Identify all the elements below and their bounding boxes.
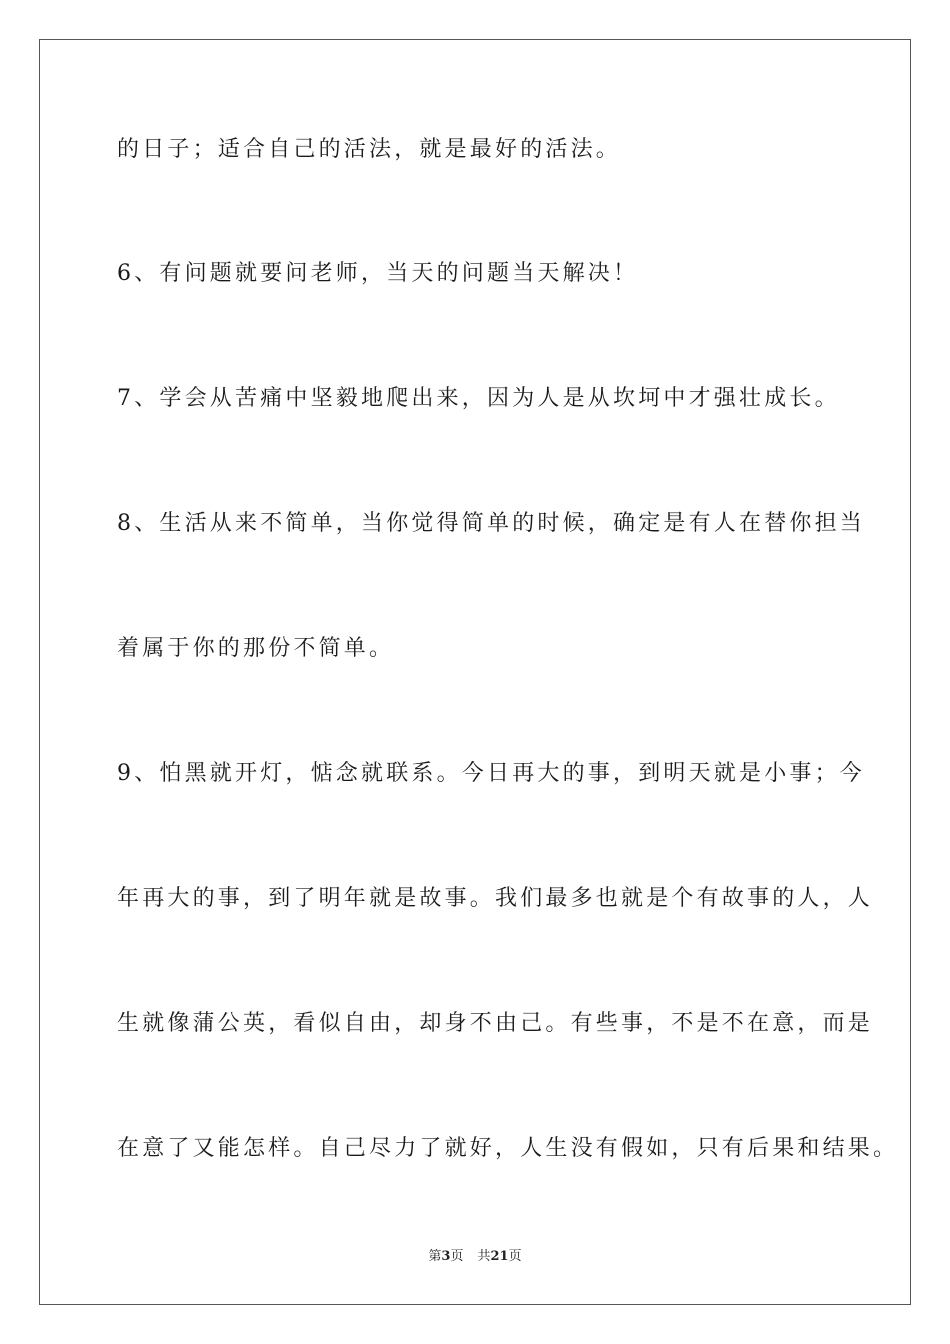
text-line: 6、有问题就要问老师，当天的问题当天解决！ <box>117 261 639 286</box>
text-line: 的日子；适合自己的活法，就是最好的活法。 <box>117 137 622 162</box>
page-number: 3 <box>441 1249 451 1264</box>
total-pages: 21 <box>490 1249 509 1264</box>
total-label-prefix: 共 <box>477 1249 491 1264</box>
text-line: 年再大的事，到了明年就是故事。我们最多也就是个有故事的人，人 <box>117 886 874 911</box>
text-line: 生就像蒲公英，看似自由，却身不由己。有些事，不是不在意，而是 <box>117 1011 874 1036</box>
page-label-suffix: 页 <box>450 1249 464 1264</box>
text-line: 7、学会从苦痛中坚毅地爬出来，因为人是从坎坷中才强壮成长。 <box>117 386 840 411</box>
page-frame <box>39 39 911 1305</box>
total-label-suffix: 页 <box>508 1249 522 1264</box>
text-line: 8、生活从来不简单，当你觉得简单的时候，确定是有人在替你担当 <box>117 511 865 536</box>
text-line: 9、怕黑就开灯，惦念就联系。今日再大的事，到明天就是小事；今 <box>117 761 865 786</box>
page-footer <box>0 1248 950 1266</box>
text-line: 在意了又能怎样。自己尽力了就好，人生没有假如，只有后果和结果。 <box>117 1136 899 1161</box>
text-line: 着属于你的那份不简单。 <box>117 636 395 661</box>
page-label-prefix: 第 <box>428 1249 442 1264</box>
